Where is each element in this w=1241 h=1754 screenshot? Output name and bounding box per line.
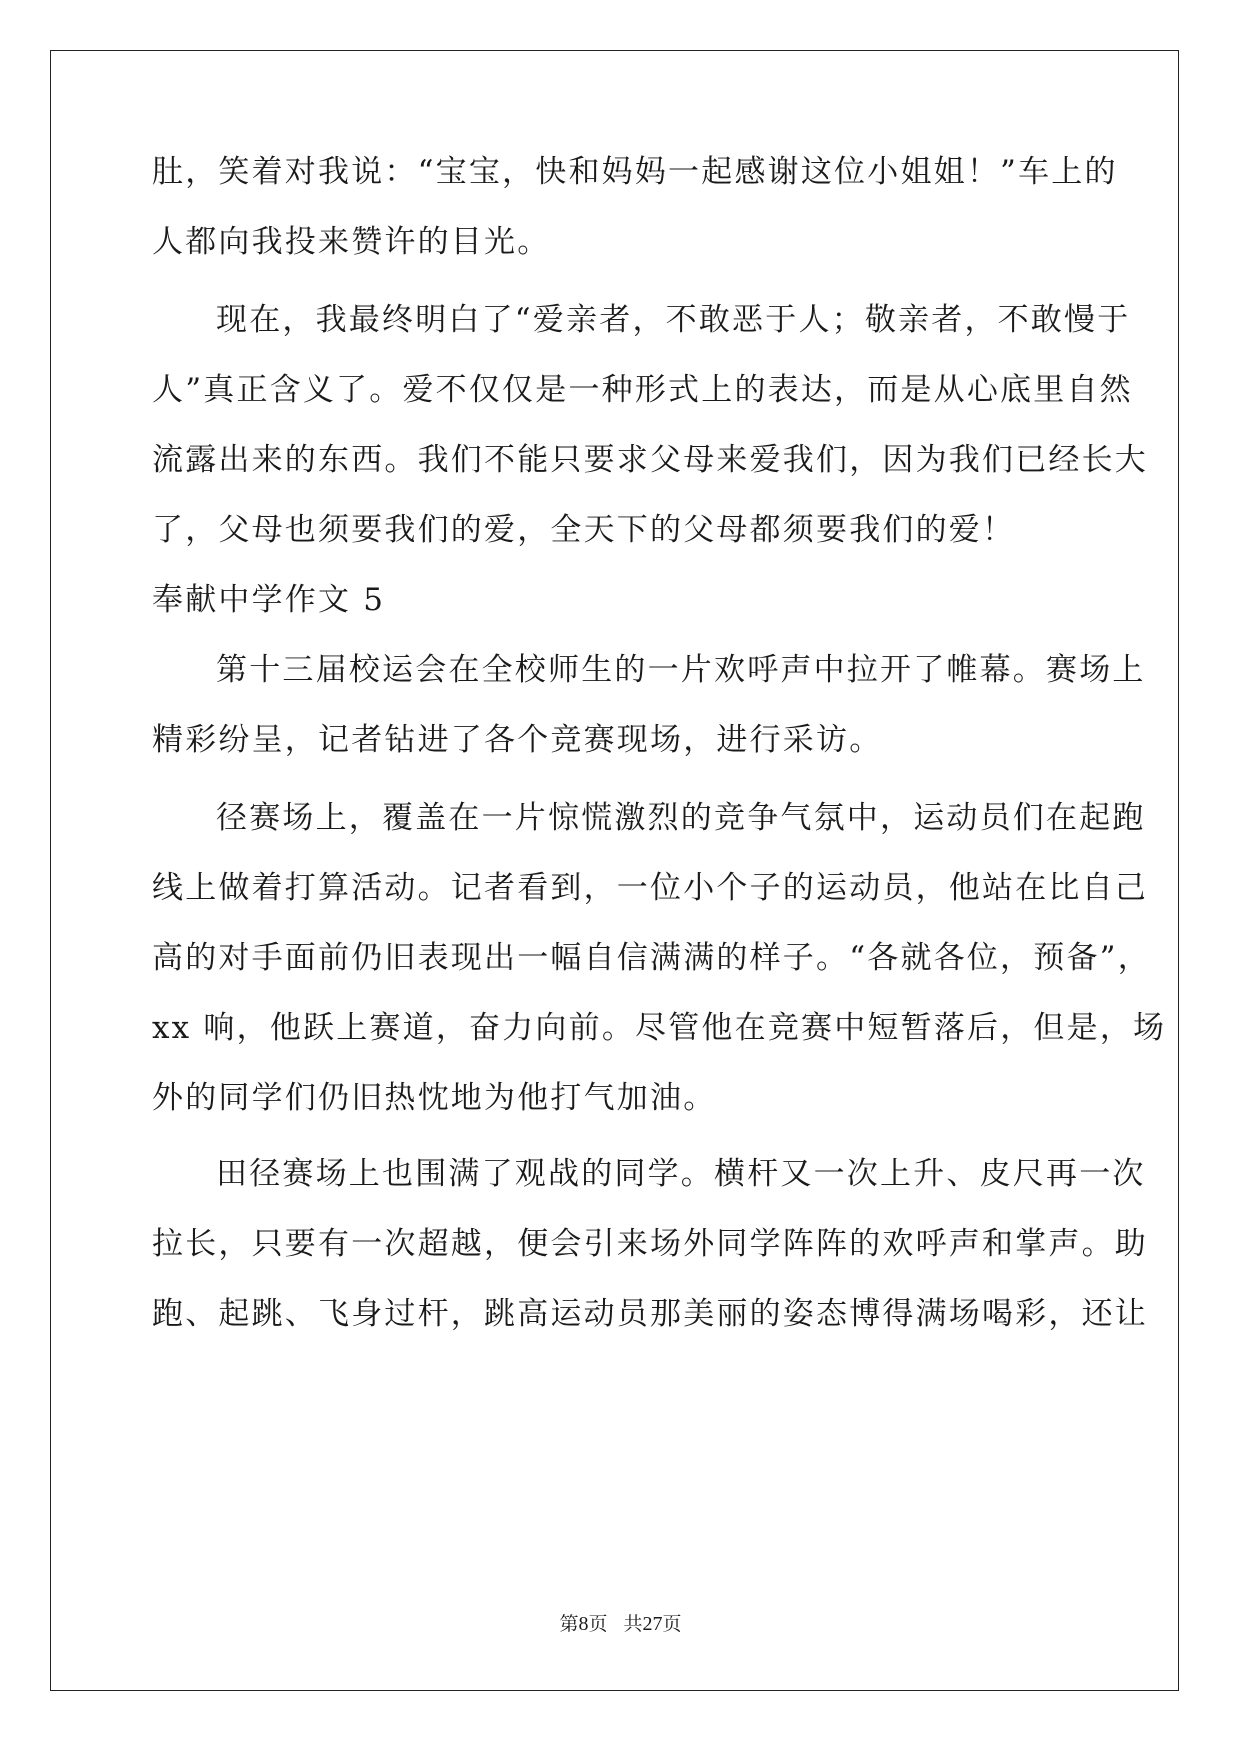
body-text-line: 流露出来的东西。我们不能只要求父母来爱我们，因为我们已经长大 xyxy=(152,442,1148,478)
body-text-line: 第十三届校运会在全校师生的一片欢呼声中拉开了帷幕。赛场上 xyxy=(216,652,1146,688)
body-text-line: 拉长，只要有一次超越，便会引来场外同学阵阵的欢呼声和掌声。助 xyxy=(152,1226,1148,1262)
body-text-line: 现在，我最终明白了“爱亲者，不敢恶于人；敬亲者，不敢慢于 xyxy=(216,302,1131,338)
body-text-line: 外的同学们仍旧热忱地为他打气加油。 xyxy=(152,1080,717,1116)
body-text-line: 田径赛场上也围满了观战的同学。横杆又一次上升、皮尺再一次 xyxy=(216,1156,1146,1192)
section-heading: 奉献中学作文 5 xyxy=(152,582,386,618)
body-text-line: xx 响，他跃上赛道，奋力向前。尽管他在竞赛中短暂落后，但是，场 xyxy=(152,1010,1167,1046)
body-text-line: 精彩纷呈，记者钻进了各个竞赛现场，进行采访。 xyxy=(152,722,883,758)
total-prefix: 共 xyxy=(623,1613,643,1635)
body-text-line: 跑、起跳、飞身过杆，跳高运动员那美丽的姿态博得满场喝彩，还让 xyxy=(152,1296,1148,1332)
body-text-line: 人都向我投来赞许的目光。 xyxy=(152,224,551,260)
body-text-line: 人”真正含义了。爱不仅仅是一种形式上的表达，而是从心底里自然 xyxy=(152,372,1133,408)
body-text-line: 线上做着打算活动。记者看到，一位小个子的运动员，他站在比自己 xyxy=(152,870,1148,906)
body-text-line: 肚，笑着对我说：“宝宝，快和妈妈一起感谢这位小姐姐！”车上的 xyxy=(152,154,1118,190)
total-suffix: 页 xyxy=(662,1613,682,1635)
body-text-line: 了，父母也须要我们的爱，全天下的父母都须要我们的爱！ xyxy=(152,512,1016,548)
page-suffix: 页 xyxy=(588,1613,608,1635)
page-prefix: 第 xyxy=(559,1613,579,1635)
body-text-line: 径赛场上，覆盖在一片惊慌激烈的竞争气氛中，运动员们在起跑 xyxy=(216,800,1146,836)
body-text-line: 高的对手面前仍旧表现出一幅自信满满的样子。“各就各位，预备”， xyxy=(152,940,1151,976)
total-page-count: 27 xyxy=(642,1613,663,1635)
page-footer xyxy=(0,1612,1241,1636)
current-page-number: 8 xyxy=(578,1613,589,1635)
